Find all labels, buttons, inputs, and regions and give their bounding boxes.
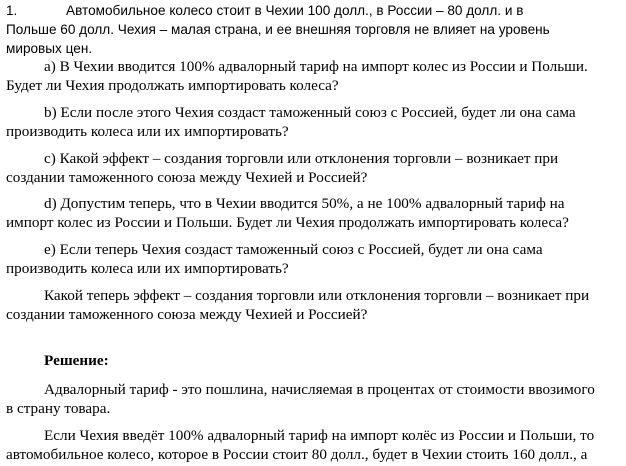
solution-para2-line-2: автомобильное колесо, которое в России стоит 80 долл., будет в Чехии стоить 160 долл., а xyxy=(6,446,588,463)
question-a-line-1: а) В Чехии вводится 100% адвалорный тариф на импорт колес из России и Польши. xyxy=(44,58,588,75)
problem-number: 1. xyxy=(6,3,18,18)
question-a-line-2: Будет ли Чехия продолжать импортировать колеса? xyxy=(6,77,339,94)
solution-para1-line-2: в страну товара. xyxy=(6,400,111,417)
intro-line-2: Польше 60 долл. Чехия – малая страна, и ее внешняя торговля не влияет на уровень xyxy=(6,22,550,37)
question-e-line-1: е) Если теперь Чехия создаст таможенный союз с Россией, будет ли она сама xyxy=(44,241,543,258)
intro-line-1: Автомобильное колесо стоит в Чехии 100 долл., в России – 80 долл. и в xyxy=(66,3,524,18)
question-f-line-1: Какой теперь эффект – создания торговли или отклонения торговли – возникает при xyxy=(44,287,590,304)
question-b-line-1: b) Если после этого Чехия создаст таможенный союз с Россией, будет ли она сама xyxy=(44,104,576,121)
question-c-line-1: с) Какой эффект – создания торговли или отклонения торговли – возникает при xyxy=(44,150,559,167)
intro-line-3: мировых цен. xyxy=(6,41,93,56)
question-d-line-1: d) Допустим теперь, что в Чехии вводится 50%, а не 100% адвалорный тариф на xyxy=(44,195,565,212)
question-f-line-2: создании таможенного союза между Чехией и Россией? xyxy=(6,306,368,323)
solution-heading: Решение: xyxy=(44,352,109,369)
question-c-line-2: создании таможенного союза между Чехией и Россией? xyxy=(6,169,368,186)
solution-para1-line-1: Адвалорный тариф - это пошлина, начисляемая в процентах от стоимости ввозимого xyxy=(44,381,595,398)
solution-para2-line-1: Если Чехия введёт 100% адвалорный тариф на импорт колёс из России и Польши, то xyxy=(44,427,595,444)
question-b-line-2: производить колеса или их импортировать? xyxy=(6,123,289,140)
question-d-line-2: импорт колес из России и Польши. Будет ли Чехия продолжать импортировать колеса? xyxy=(6,214,569,231)
question-e-line-2: производить колеса или их импортировать? xyxy=(6,260,289,277)
